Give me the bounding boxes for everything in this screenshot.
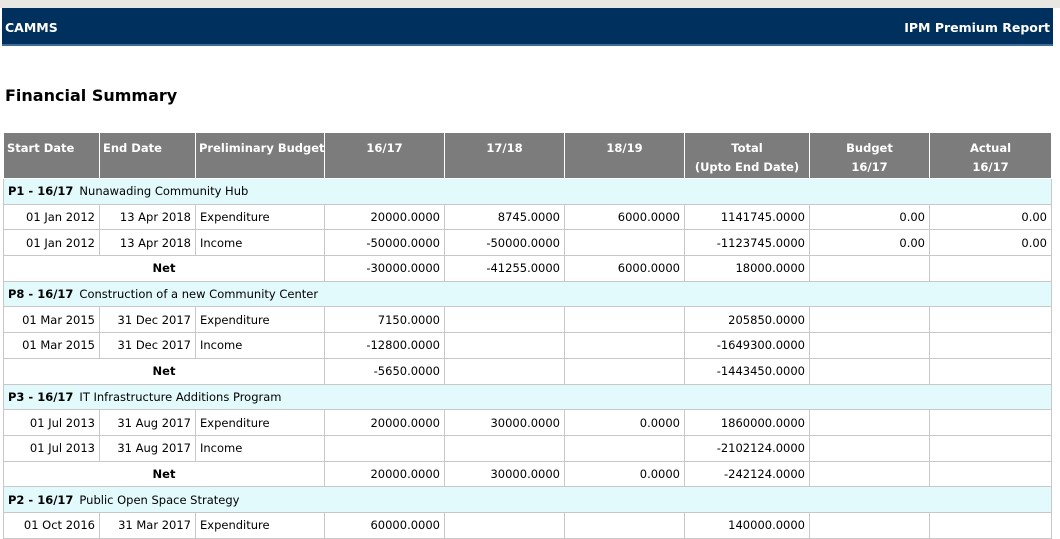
net-total-cell: 18000.0000 [685, 256, 810, 282]
net-value-16-17-cell: -30000.0000 [325, 256, 445, 282]
col-header-17-18[interactable]: 17/18 [445, 133, 565, 179]
project-name: Public Open Space Strategy [79, 492, 240, 507]
budget-cell [810, 512, 930, 538]
value-17-18-cell: 8745.0000 [445, 204, 565, 230]
net-label-cell: Net [4, 256, 325, 282]
project-name: IT Infrastructure Additions Program [79, 389, 282, 404]
table-row [4, 333, 1052, 359]
budget-cell: 0.00 [810, 230, 930, 256]
net-row [4, 461, 1052, 487]
actual-cell: 0.00 [930, 204, 1052, 230]
net-value-18-19-cell: 0.0000 [565, 461, 685, 487]
project-code: P1 - 16/17 [8, 184, 74, 199]
start-date-cell: 01 Jan 2012 [4, 204, 100, 230]
net-value-17-18-cell: 30000.0000 [445, 461, 565, 487]
project-code: P2 - 16/17 [8, 492, 74, 507]
line-type-cell: Expenditure [196, 410, 325, 436]
net-total-cell: -242124.0000 [685, 461, 810, 487]
net-value-18-19-cell: 6000.0000 [565, 256, 685, 282]
project-name: Nunawading Community Hub [79, 184, 249, 199]
col-header-end-date[interactable]: End Date [100, 133, 196, 179]
table-body [4, 179, 1052, 539]
col-header-budget[interactable] [810, 133, 930, 179]
net-budget-cell [810, 461, 930, 487]
value-18-19-cell [565, 512, 685, 538]
col-header-budget-line1: Budget [846, 141, 893, 155]
col-header-total-line2: (Upto End Date) [694, 160, 800, 174]
end-date-cell: 31 Aug 2017 [100, 410, 196, 436]
actual-cell [930, 333, 1052, 359]
actual-cell [930, 307, 1052, 333]
net-value-16-17-cell: 20000.0000 [325, 461, 445, 487]
net-label-cell: Net [4, 461, 325, 487]
value-16-17-cell: 20000.0000 [325, 204, 445, 230]
net-row [4, 256, 1052, 282]
end-date-cell: 31 Dec 2017 [100, 333, 196, 359]
table-row [4, 204, 1052, 230]
value-17-18-cell [445, 435, 565, 461]
project-header-cell [4, 179, 1052, 205]
net-value-17-18-cell: -41255.0000 [445, 256, 565, 282]
col-header-16-17[interactable]: 16/17 [325, 133, 445, 179]
net-label-cell: Net [4, 358, 325, 384]
line-type-cell: Expenditure [196, 307, 325, 333]
net-budget-cell [810, 256, 930, 282]
value-16-17-cell: 60000.0000 [325, 512, 445, 538]
project-header-cell [4, 487, 1052, 513]
project-header-row[interactable] [4, 384, 1052, 410]
project-code: P8 - 16/17 [8, 287, 74, 302]
col-header-actual[interactable] [930, 133, 1052, 179]
total-cell: 1141745.0000 [685, 204, 810, 230]
value-17-18-cell [445, 512, 565, 538]
col-header-actual-line1: Actual [969, 141, 1012, 155]
net-budget-cell [810, 358, 930, 384]
table-row [4, 512, 1052, 538]
total-cell: -2102124.0000 [685, 435, 810, 461]
value-18-19-cell [565, 333, 685, 359]
line-type-cell: Income [196, 435, 325, 461]
col-header-18-19[interactable]: 18/19 [565, 133, 685, 179]
end-date-cell: 31 Mar 2017 [100, 512, 196, 538]
value-17-18-cell: 30000.0000 [445, 410, 565, 436]
col-header-actual-line2: 16/17 [972, 160, 1009, 174]
project-code: P3 - 16/17 [8, 389, 74, 404]
start-date-cell: 01 Jul 2013 [4, 435, 100, 461]
line-type-cell: Expenditure [196, 204, 325, 230]
brand-label: CAMMS [5, 20, 58, 35]
budget-cell [810, 333, 930, 359]
total-cell: 205850.0000 [685, 307, 810, 333]
net-value-17-18-cell [445, 358, 565, 384]
page-title: Financial Summary [5, 86, 178, 105]
project-header-row[interactable] [4, 487, 1052, 513]
total-cell: -1123745.0000 [685, 230, 810, 256]
start-date-cell: 01 Oct 2016 [4, 512, 100, 538]
start-date-cell: 01 Jan 2012 [4, 230, 100, 256]
end-date-cell: 13 Apr 2018 [100, 230, 196, 256]
budget-cell [810, 435, 930, 461]
col-header-preliminary-budget[interactable]: Preliminary Budget [196, 133, 325, 179]
value-18-19-cell [565, 307, 685, 333]
total-cell: 140000.0000 [685, 512, 810, 538]
end-date-cell: 13 Apr 2018 [100, 204, 196, 230]
budget-cell [810, 307, 930, 333]
value-18-19-cell: 0.0000 [565, 410, 685, 436]
total-cell: -1649300.0000 [685, 333, 810, 359]
budget-cell: 0.00 [810, 204, 930, 230]
actual-cell [930, 410, 1052, 436]
project-header-row[interactable] [4, 281, 1052, 307]
project-header-cell [4, 281, 1052, 307]
value-17-18-cell: -50000.0000 [445, 230, 565, 256]
value-16-17-cell [325, 435, 445, 461]
project-header-row[interactable] [4, 179, 1052, 205]
net-total-cell: -1443450.0000 [685, 358, 810, 384]
table-row [4, 230, 1052, 256]
actual-cell [930, 435, 1052, 461]
net-row [4, 358, 1052, 384]
value-16-17-cell: 7150.0000 [325, 307, 445, 333]
value-18-19-cell [565, 230, 685, 256]
col-header-total-line1: Total [731, 141, 763, 155]
net-value-16-17-cell: -5650.0000 [325, 358, 445, 384]
project-name: Construction of a new Community Center [79, 287, 319, 302]
value-16-17-cell: -12800.0000 [325, 333, 445, 359]
col-header-start-date[interactable]: Start Date [4, 133, 100, 179]
actual-cell: 0.00 [930, 230, 1052, 256]
end-date-cell: 31 Dec 2017 [100, 307, 196, 333]
report-header-bar [2, 8, 1053, 46]
line-type-cell: Expenditure [196, 512, 325, 538]
report-title: IPM Premium Report [904, 20, 1050, 35]
value-17-18-cell [445, 307, 565, 333]
project-header-cell [4, 384, 1052, 410]
total-cell: 1860000.0000 [685, 410, 810, 436]
value-18-19-cell: 6000.0000 [565, 204, 685, 230]
start-date-cell: 01 Jul 2013 [4, 410, 100, 436]
table-row [4, 410, 1052, 436]
line-type-cell: Income [196, 333, 325, 359]
actual-cell [930, 512, 1052, 538]
line-type-cell: Income [196, 230, 325, 256]
table-row [4, 435, 1052, 461]
col-header-budget-line2: 16/17 [851, 160, 888, 174]
net-actual-cell [930, 358, 1052, 384]
table-row [4, 307, 1052, 333]
table-header-row [4, 133, 1052, 179]
end-date-cell: 31 Aug 2017 [100, 435, 196, 461]
window-top-strip [0, 0, 1060, 8]
budget-cell [810, 410, 930, 436]
value-17-18-cell [445, 333, 565, 359]
col-header-total[interactable] [685, 133, 810, 179]
net-value-18-19-cell [565, 358, 685, 384]
net-actual-cell [930, 461, 1052, 487]
value-18-19-cell [565, 435, 685, 461]
start-date-cell: 01 Mar 2015 [4, 307, 100, 333]
start-date-cell: 01 Mar 2015 [4, 333, 100, 359]
value-16-17-cell: 20000.0000 [325, 410, 445, 436]
net-actual-cell [930, 256, 1052, 282]
financial-summary-table [3, 132, 1052, 539]
value-16-17-cell: -50000.0000 [325, 230, 445, 256]
